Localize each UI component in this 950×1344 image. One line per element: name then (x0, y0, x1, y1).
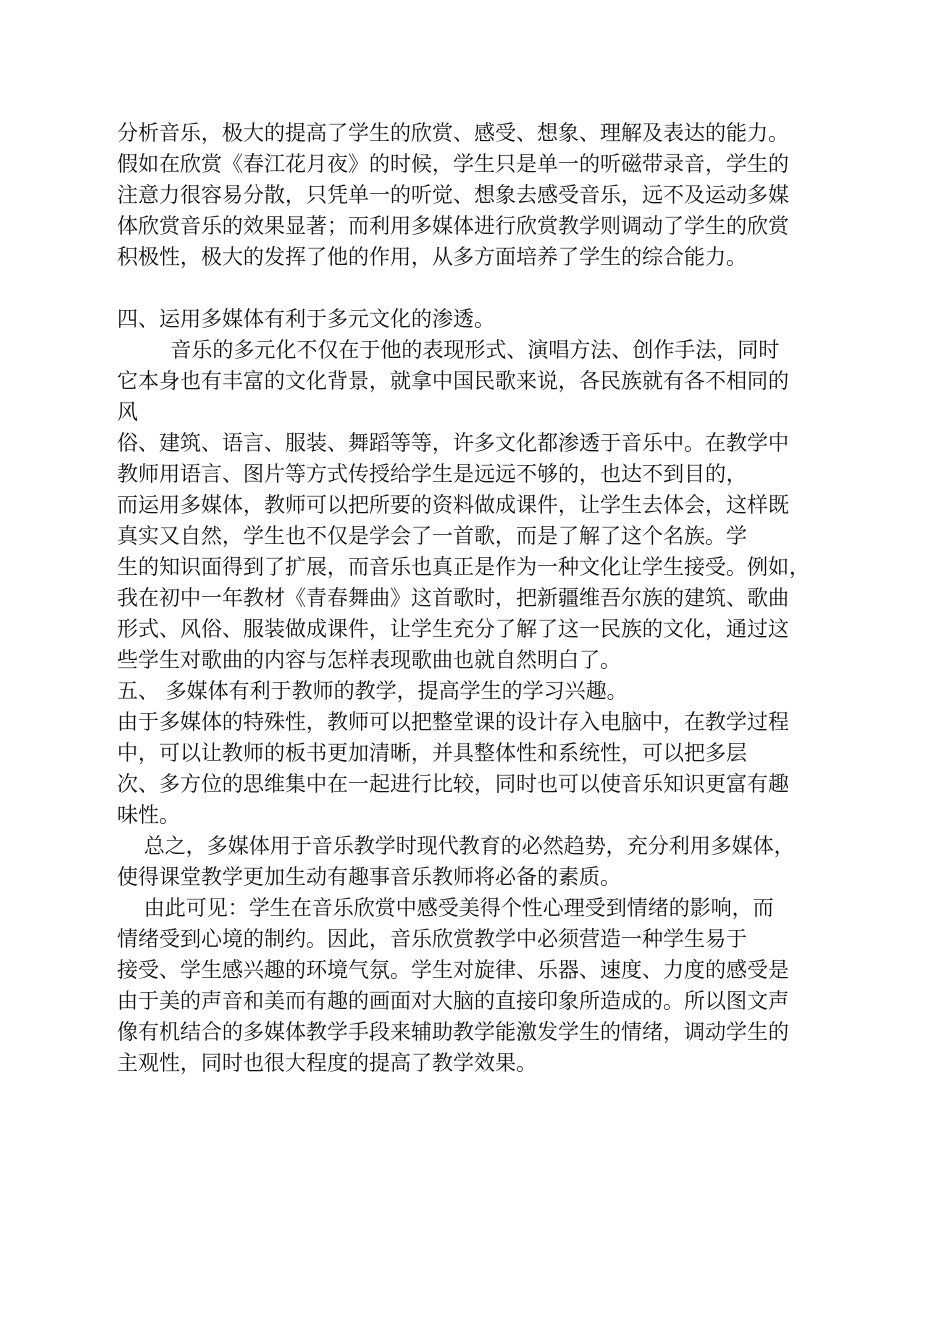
text-line: 它本身也有丰富的文化背景，就拿中国民歌来说，各民族就有各不相同的 (117, 369, 789, 393)
text-line: 像有机结合的多媒体教学手段来辅助教学能激发学生的情绪，调动学生的 (117, 1020, 789, 1044)
text-line: 假如在欣赏《春江花月夜》的时候，学生只是单一的听磁带录音，学生的 (117, 152, 789, 176)
text-line: 生的知识面得到了扩展，而音乐也真正是作为一种文化让学生接受。例如， (117, 555, 810, 579)
text-line: 味性。 (117, 803, 180, 827)
text-line: 而运用多媒体，教师可以把所要的资料做成课件，让学生去体会，这样既 (117, 493, 789, 517)
text-line: 主观性，同时也很大程度的提高了教学效果。 (117, 1051, 537, 1075)
text-line: 些学生对歌曲的内容与怎样表现歌曲也就自然明白了。 (117, 648, 621, 672)
text-line: 教师用语言、图片等方式传授给学生是远远不够的，也达不到目的， (117, 462, 747, 486)
text-line: 我在初中一年教材《青春舞曲》这首歌时，把新疆维吾尔族的建筑、歌曲 (117, 586, 789, 610)
text-line: 注意力很容易分散，只凭单一的听觉、想象去感受音乐，远不及运动多媒 (117, 183, 789, 207)
paragraph-spacer (117, 273, 837, 304)
section-heading: 四、运用多媒体有利于多元文化的渗透。 (117, 307, 495, 331)
text-line: 音乐的多元化不仅在于他的表现形式、演唱方法、创作手法，同时 (117, 338, 780, 362)
text-line: 中，可以让教师的板书更加清晰，并具整体性和系统性，可以把多层 (117, 741, 747, 765)
document-body (117, 118, 837, 1079)
text-line: 情绪受到心境的制约。因此，音乐欣赏教学中必须营造一种学生易于 (117, 927, 747, 951)
text-line: 接受、学生感兴趣的环境气氛。学生对旋律、乐器、速度、力度的感受是 (117, 958, 789, 982)
text-line: 真实又自然，学生也不仅是学会了一首歌，而是了解了这个名族。学 (117, 524, 747, 548)
text-line: 由此可见：学生在音乐欣赏中感受美得个性心理受到情绪的影响，而 (117, 896, 774, 920)
text-line: 体欣赏音乐的效果显著；而利用多媒体进行欣赏教学则调动了学生的欣赏 (117, 214, 789, 238)
text-line: 分析音乐，极大的提高了学生的欣赏、感受、想象、理解及表达的能力。 (117, 121, 789, 145)
text-line: 俗、建筑、语言、服装、舞蹈等等，许多文化都渗透于音乐中。在教学中 (117, 431, 789, 455)
text-line: 形式、风俗、服装做成课件，让学生充分了解了这一民族的文化，通过这 (117, 617, 789, 641)
section-heading: 五、 多媒体有利于教师的教学，提高学生的学习兴趣。 (117, 679, 628, 703)
text-line: 次、多方位的思维集中在一起进行比较，同时也可以使音乐知识更富有趣 (117, 772, 789, 796)
text-line: 总之，多媒体用于音乐教学时现代教育的必然趋势，充分利用多媒体， (117, 834, 795, 858)
text-line: 风 (117, 400, 138, 424)
text-line: 由于美的声音和美而有趣的画面对大脑的直接印象所造成的。所以图文声 (117, 989, 789, 1013)
text-line: 积极性，极大的发挥了他的作用，从多方面培养了学生的综合能力。 (117, 245, 747, 269)
text-line: 使得课堂教学更加生动有趣事音乐教师将必备的素质。 (117, 865, 621, 889)
text-line: 由于多媒体的特殊性，教师可以把整堂课的设计存入电脑中，在教学过程 (117, 710, 789, 734)
